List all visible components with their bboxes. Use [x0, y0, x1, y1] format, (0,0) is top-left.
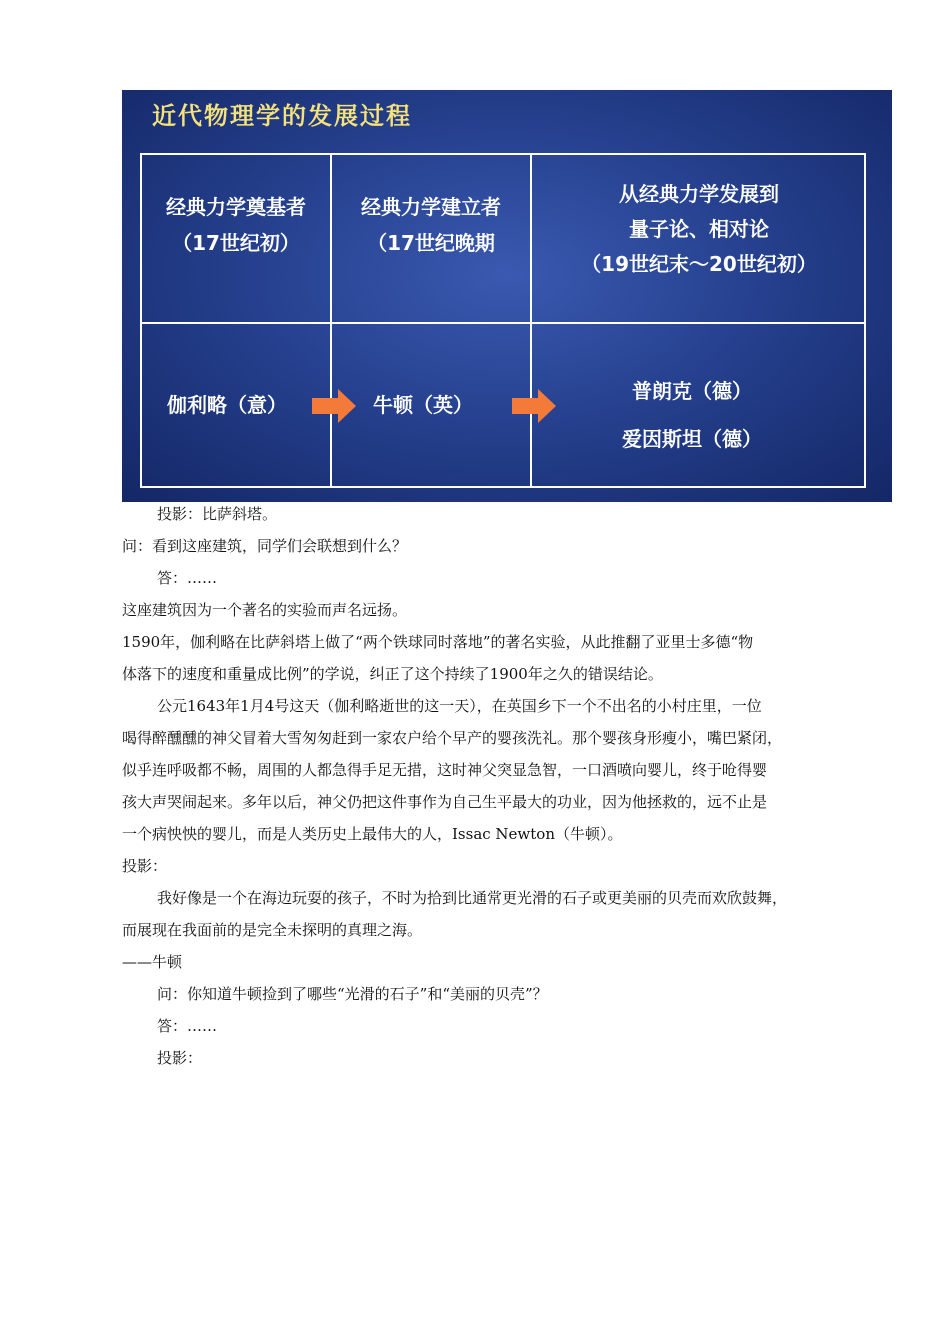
paragraph: 答：…… — [157, 569, 218, 587]
header-modern-line2: 量子论、相对论 — [629, 217, 769, 241]
paragraph: 我好像是一个在海边玩耍的孩子，不时为拾到比通常更光滑的石子或更美丽的贝壳而欢欣鼓舞， — [157, 889, 788, 907]
header-builder-line1: 经典力学建立者 — [361, 195, 501, 219]
header-builder-line2: （17世纪晚期 — [367, 231, 495, 255]
modern-physicists — [582, 367, 802, 463]
row-divider — [142, 322, 864, 324]
paragraph: 投影：比萨斜塔。 — [157, 505, 278, 523]
header-builder — [332, 189, 530, 261]
paragraph: 这座建筑因为一个著名的实验而声名远扬。 — [122, 601, 408, 619]
paragraph: 一个病怏怏的婴儿，而是人类历史上最伟大的人，Issac Newton（牛顿）。 — [122, 825, 623, 843]
paragraph: 问：看到这座建筑，同学们会联想到什么？ — [122, 537, 408, 555]
paragraph: 问：你知道牛顿捡到了哪些“光滑的石子”和“美丽的贝壳”？ — [157, 985, 548, 1003]
header-modern-line1: 从经典力学发展到 — [619, 182, 779, 206]
newton-label: 牛顿（英） — [373, 393, 473, 417]
slide-image — [122, 90, 892, 502]
paragraph: ——牛顿 — [122, 953, 183, 971]
paragraph: 喝得醉醺醺的神父冒着大雪匆匆赶到一家农户给个早产的婴孩洗礼。那个婴孩身形瘦小，嘴巴紧闭， — [122, 729, 783, 747]
header-founder — [142, 189, 330, 261]
paragraph: 公元1643年1月4号这天（伽利略逝世的这一天），在英国乡下一个不出名的小村庄里，一位 — [157, 697, 762, 715]
header-founder-line1: 经典力学奠基者 — [166, 195, 306, 219]
paragraph: 答：…… — [157, 1017, 218, 1035]
einstein-label: 爱因斯坦（德） — [622, 427, 762, 451]
header-modern-line3: （19世纪末～20世纪初） — [581, 252, 817, 276]
paragraph: 孩大声哭闹起来。多年以后，神父仍把这件事作为自己生平最大的功业，因为他拯救的，远不止是 — [122, 793, 768, 811]
slide-title: 近代物理学的发展过程 — [152, 102, 412, 130]
paragraph: 而展现在我面前的是完全未探明的真理之海。 — [122, 921, 423, 939]
paragraph: 体落下的速度和重量成比例”的学说，纠正了这个持续了1900年之久的错误结论。 — [122, 665, 663, 683]
paragraph: 投影： — [122, 857, 168, 875]
paragraph: 1590年，伽利略在比萨斜塔上做了“两个铁球同时落地”的著名实验，从此推翻了亚里士多德“物 — [122, 633, 754, 651]
planck-label: 普朗克（德） — [632, 379, 752, 403]
timeline-table — [140, 153, 866, 488]
arrow-right-icon — [512, 389, 556, 423]
paragraph: 投影： — [157, 1049, 203, 1067]
galileo-label: 伽利略（意） — [167, 393, 287, 417]
header-modern — [532, 177, 866, 282]
header-founder-line2: （17世纪初） — [172, 231, 300, 255]
paragraph: 似乎连呼吸都不畅，周围的人都急得手足无措，这时神父突显急智，一口酒喷向婴儿，终于呛得婴 — [122, 761, 768, 779]
